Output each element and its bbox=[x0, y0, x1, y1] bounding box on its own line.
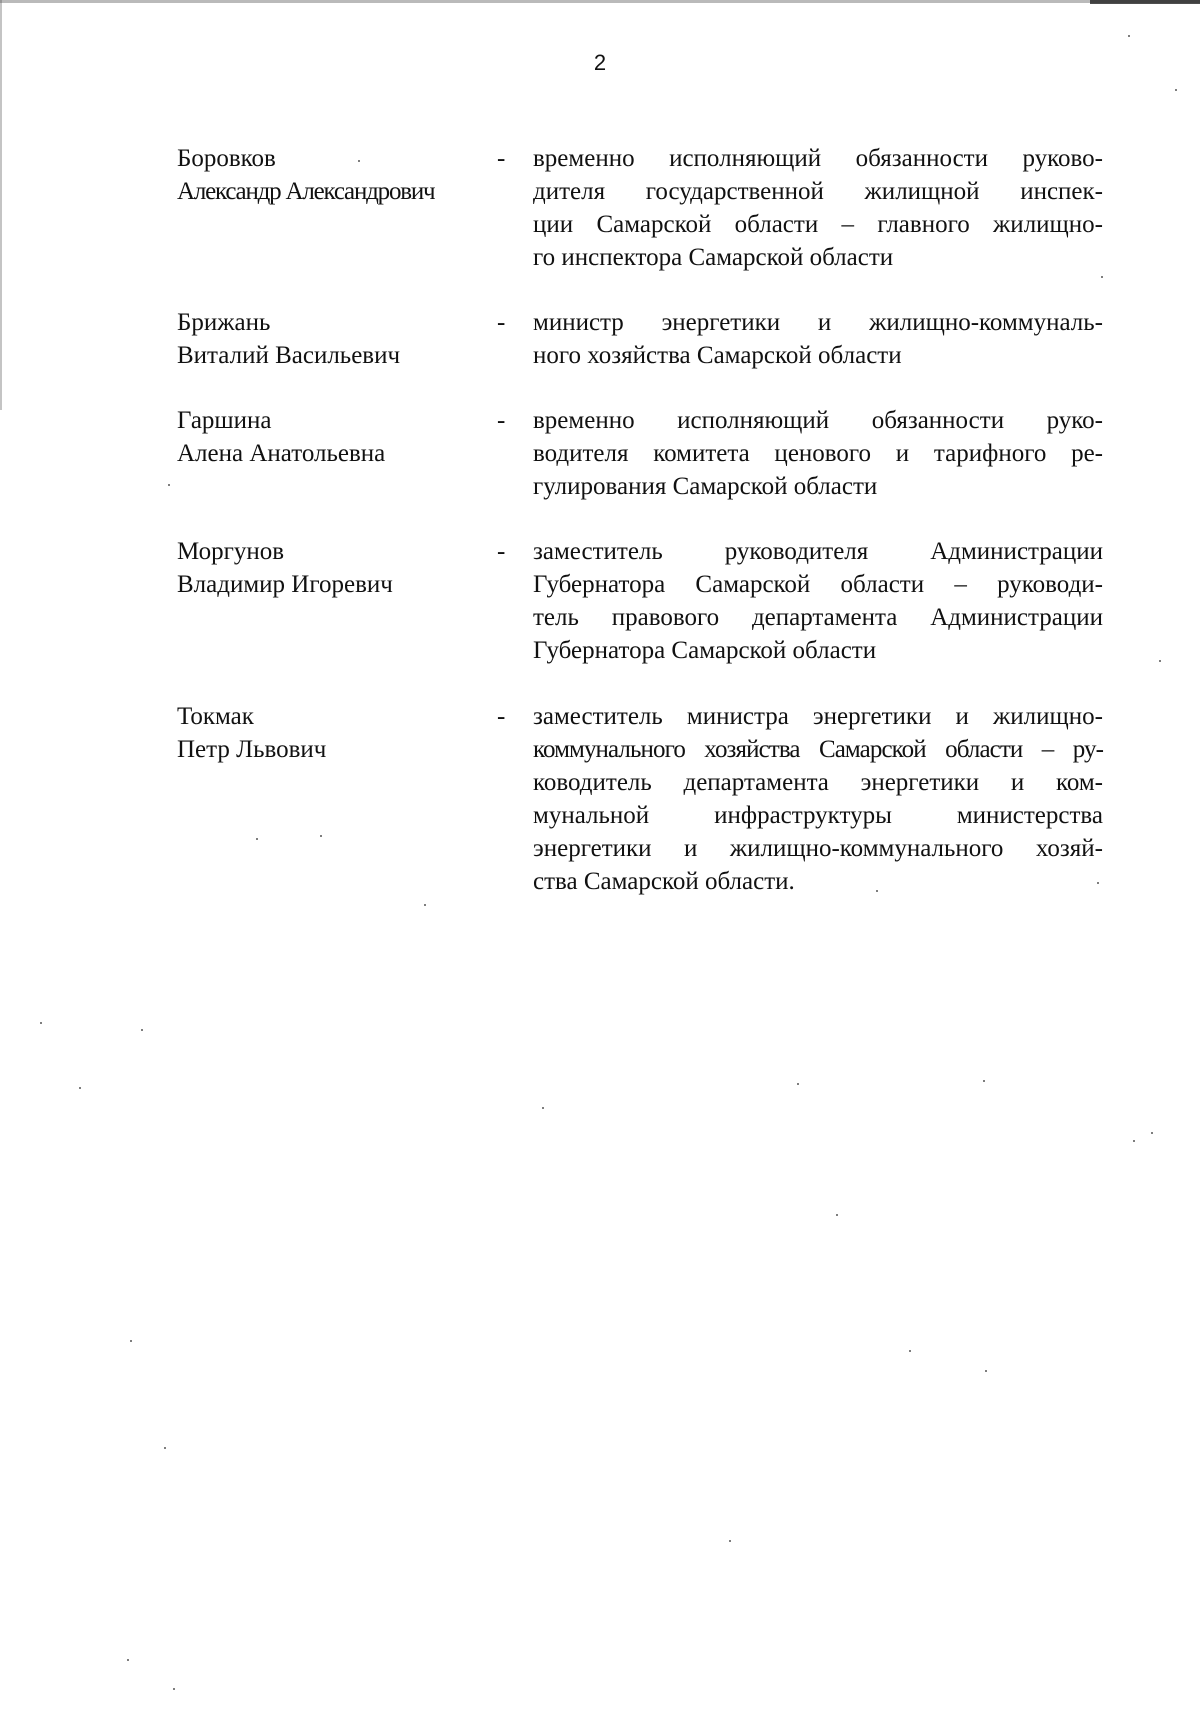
person-name bbox=[177, 306, 477, 372]
separator-dash: - bbox=[497, 538, 506, 565]
description-line: временно исполняющий обязанности руко- bbox=[533, 407, 1103, 434]
scan-speck bbox=[542, 1107, 544, 1109]
person-name bbox=[177, 404, 477, 470]
description-line: гулирования Самарской области bbox=[533, 473, 878, 500]
scan-speck bbox=[1159, 660, 1161, 662]
description-line: заместитель министра энергетики и жилищно- bbox=[533, 703, 1103, 730]
separator-dash: - bbox=[497, 145, 506, 172]
scan-speck bbox=[320, 835, 322, 837]
position-description bbox=[533, 404, 1103, 503]
scan-speck bbox=[173, 1688, 175, 1690]
scan-speck bbox=[983, 1080, 985, 1082]
description-line: мунальной инфраструктуры министерства bbox=[533, 802, 1103, 829]
description-line: ства Самарской области. bbox=[533, 868, 795, 895]
person-name bbox=[177, 535, 477, 601]
scan-speck bbox=[130, 1340, 132, 1342]
scan-speck bbox=[1128, 35, 1130, 37]
scan-speck bbox=[1101, 276, 1103, 278]
scan-speck bbox=[797, 1083, 799, 1085]
person-name bbox=[177, 700, 477, 766]
scan-speck bbox=[79, 1087, 81, 1089]
description-line: ководитель департамента энергетики и ком- bbox=[533, 769, 1103, 796]
scan-speck bbox=[168, 484, 170, 486]
scan-speck bbox=[909, 1350, 911, 1352]
separator-dash: - bbox=[497, 703, 506, 730]
description-line: ного хозяйства Самарской области bbox=[533, 342, 902, 369]
scan-speck bbox=[358, 160, 360, 162]
separator-dash: - bbox=[497, 407, 506, 434]
scan-speck bbox=[424, 904, 426, 906]
description-line: Губернатора Самарской области – руководи- bbox=[533, 571, 1103, 598]
description-line: заместитель руководителя Администрации bbox=[533, 538, 1103, 565]
scan-top-edge bbox=[0, 0, 1200, 3]
person-given-names: Виталий Васильевич bbox=[177, 342, 401, 369]
person-given-names: Владимир Игоревич bbox=[177, 571, 393, 598]
person-surname: Брижань bbox=[177, 309, 271, 336]
scan-speck bbox=[1097, 882, 1099, 884]
position-description bbox=[533, 306, 1103, 372]
scan-speck bbox=[1133, 1140, 1135, 1142]
person-name bbox=[177, 142, 477, 208]
description-line: водителя комитета ценового и тарифного ре- bbox=[533, 440, 1103, 467]
scan-speck bbox=[141, 1029, 143, 1031]
scan-speck bbox=[256, 838, 258, 840]
person-surname: Боровков bbox=[177, 145, 276, 172]
description-line: временно исполняющий обязанности руково- bbox=[533, 145, 1103, 172]
scan-speck bbox=[164, 1447, 166, 1449]
description-line: министр энергетики и жилищно-коммуналь- bbox=[533, 309, 1103, 336]
scan-speck bbox=[729, 1540, 731, 1542]
scan-speck bbox=[40, 1022, 42, 1024]
scan-speck bbox=[1151, 1132, 1153, 1134]
description-line: энергетики и жилищно-коммунального хозяй- bbox=[533, 835, 1103, 862]
position-description bbox=[533, 535, 1103, 667]
position-description bbox=[533, 142, 1103, 274]
person-surname: Моргунов bbox=[177, 538, 285, 565]
scan-speck bbox=[985, 1370, 987, 1372]
description-line: ции Самарской области – главного жилищно- bbox=[533, 211, 1103, 238]
description-line: Губернатора Самарской области bbox=[533, 637, 877, 664]
scan-top-right-edge bbox=[1090, 0, 1200, 4]
separator-dash: - bbox=[497, 309, 506, 336]
person-surname: Токмак bbox=[177, 703, 254, 730]
person-given-names: Петр Львович bbox=[177, 736, 327, 763]
person-given-names: Александр Александрович bbox=[177, 178, 435, 205]
scan-speck bbox=[836, 1214, 838, 1216]
description-line: дителя государственной жилищной инспек- bbox=[533, 178, 1103, 205]
description-line: тель правового департамента Администрации bbox=[533, 604, 1103, 631]
description-line: го инспектора Самарской области bbox=[533, 244, 894, 271]
scan-speck bbox=[876, 890, 878, 892]
scan-speck bbox=[127, 1659, 129, 1661]
person-given-names: Алена Анатольевна bbox=[177, 440, 386, 467]
position-description bbox=[533, 700, 1103, 898]
page-number: 2 bbox=[593, 50, 607, 75]
person-surname: Гаршина bbox=[177, 407, 272, 434]
description-line: коммунального хозяйства Самарской области – ру- bbox=[533, 736, 1103, 763]
scan-speck bbox=[1175, 89, 1177, 91]
